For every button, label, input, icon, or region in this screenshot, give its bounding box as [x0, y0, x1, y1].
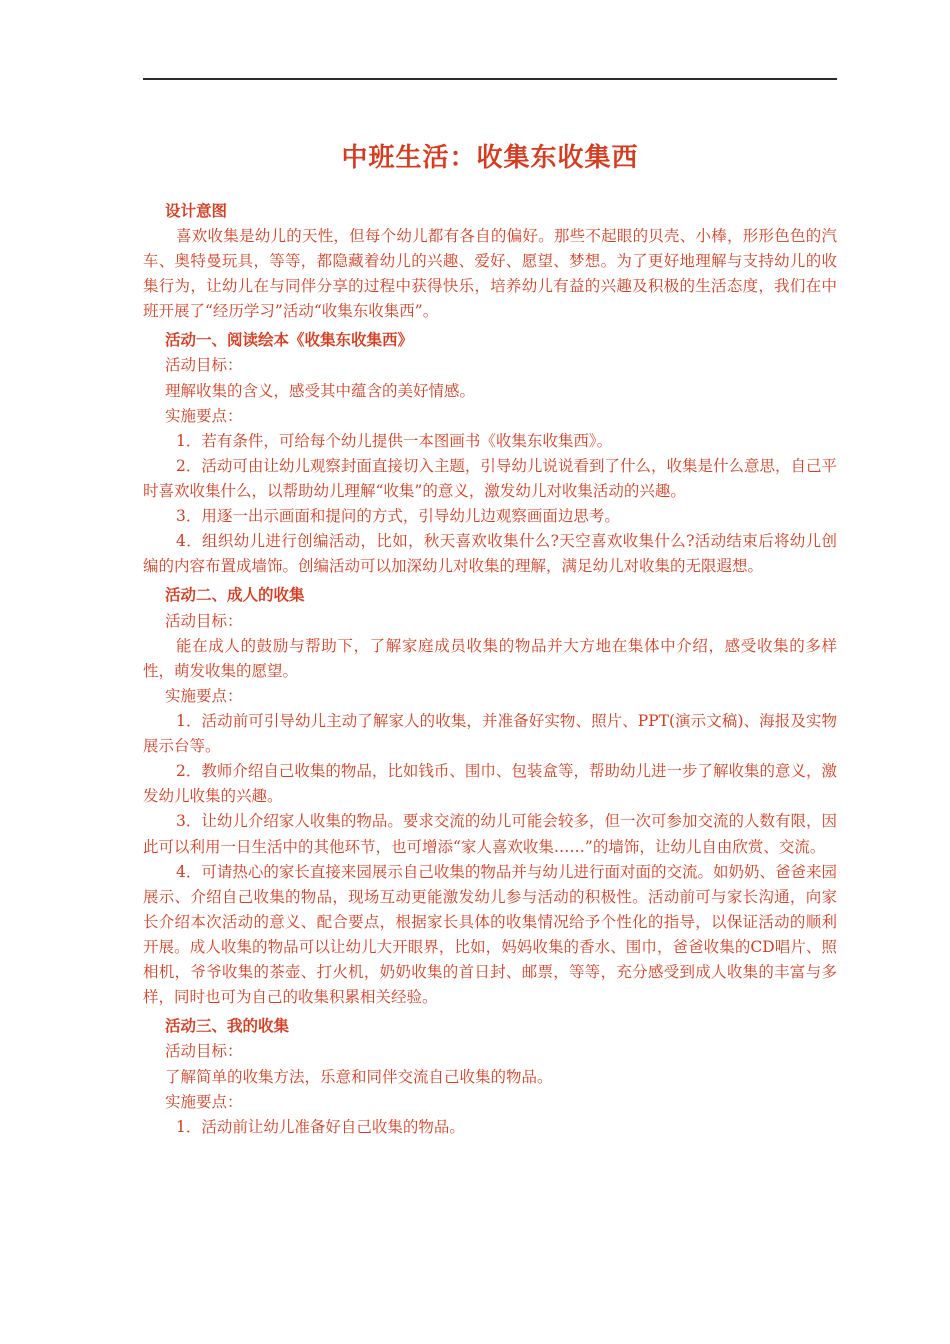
paragraph: 1．若有条件，可给每个幼儿提供一本图画书《收集东收集西》。 — [176, 431, 613, 450]
paragraph: 喜欢收集是幼儿的天性，但每个幼儿都有各自的偏好。那些不起眼的贝壳、小棒，形形色色的汽车、奥特曼玩具，等等，都隐藏着幼儿的兴趣、爱好、愿望、梦想。为了更好地理解与支持幼儿的收集行为，让幼儿在与同伴分享的过程中获得快乐，培养幼儿有益的兴趣及积极的生活态度，我们在中班开展了“经历学习”活动“收集东收集西”。 — [143, 226, 837, 321]
paragraph-label: 实施要点： — [165, 406, 243, 425]
paragraph: 2．教师介绍自己收集的物品，比如钱币、围巾、包装盒等，帮助幼儿进一步了解收集的意义，激发幼儿收集的兴趣。 — [143, 762, 837, 806]
paragraph: 能在成人的鼓励与帮助下，了解家庭成员收集的物品并大方地在集体中介绍，感受收集的多样性，萌发收集的愿望。 — [143, 636, 837, 680]
paragraph-label: 了解简单的收集方法，乐意和同伴交流自己收集的物品。 — [165, 1067, 553, 1086]
page-title: 中班生活：收集东收集西 — [341, 143, 639, 173]
paragraph-label: 实施要点： — [165, 1092, 243, 1111]
section-heading: 活动一、阅读绘本《收集东收集西》 — [165, 330, 414, 350]
paragraph-label: 理解收集的含义，感受其中蕴含的美好情感。 — [165, 381, 476, 400]
section-heading: 设计意图 — [165, 200, 228, 220]
paragraph: 4．可请热心的家长直接来园展示自己收集的物品并与幼儿进行面对面的交流。如奶奶、爸爸来园展示、介绍自己收集的物品，现场互动更能激发幼儿参与活动的积极性。活动前可与家长沟通，向家长介绍本次活动的意义、配合要点，根据家长具体的收集情况给予个性化的指导，以保证活动的顺利开展。成人收集的物品可以让幼儿大开眼界，比如，妈妈收集的香水、围巾，爸爸收集的CD唱片、照相机，爷爷收集的茶壶、打火机，奶奶收集的首日封、邮票，等等，充分感受到成人收集的丰富与多样，同时也可为自己的收集积累相关经验。 — [143, 862, 837, 1007]
paragraph: 1．活动前让幼儿准备好自己收集的物品。 — [176, 1117, 465, 1136]
section-heading: 活动二、成人的收集 — [165, 585, 305, 605]
paragraph: 1．活动前可引导幼儿主动了解家人的收集，并准备好实物、照片、PPT(演示文稿)、海报及实物展示台等。 — [143, 711, 837, 756]
paragraph-label: 活动目标： — [165, 611, 243, 630]
document-blocks — [143, 198, 837, 1140]
paragraph: 3．用逐一出示画面和提问的方式，引导幼儿边观察画面边思考。 — [176, 507, 620, 526]
document-body — [143, 78, 837, 1140]
section-heading: 活动三、我的收集 — [165, 1016, 290, 1036]
header-rule — [143, 78, 837, 80]
paragraph-label: 实施要点： — [165, 686, 243, 705]
paragraph: 4．组织幼儿进行创编活动，比如，秋天喜欢收集什么?天空喜欢收集什么?活动结束后将幼儿创编的内容布置成墙饰。创编活动可以加深幼儿对收集的理解，满足幼儿对收集的无限遐想。 — [143, 532, 837, 576]
paragraph: 2．活动可由让幼儿观察封面直接切入主题，引导幼儿说说看到了什么，收集是什么意思，自己平时喜欢收集什么，以帮助幼儿理解“收集”的意义，激发幼儿对收集活动的兴趣。 — [143, 456, 837, 500]
paragraph: 3．让幼儿介绍家人收集的物品。要求交流的幼儿可能会较多，但一次可参加交流的人数有限，因此可以利用一日生活中的其他环节，也可增添“家人喜欢收集……”的墙饰，让幼儿自由欣赏、交流。 — [143, 812, 837, 856]
paragraph-label: 活动目标： — [165, 1042, 243, 1061]
paragraph-label: 活动目标： — [165, 356, 243, 375]
